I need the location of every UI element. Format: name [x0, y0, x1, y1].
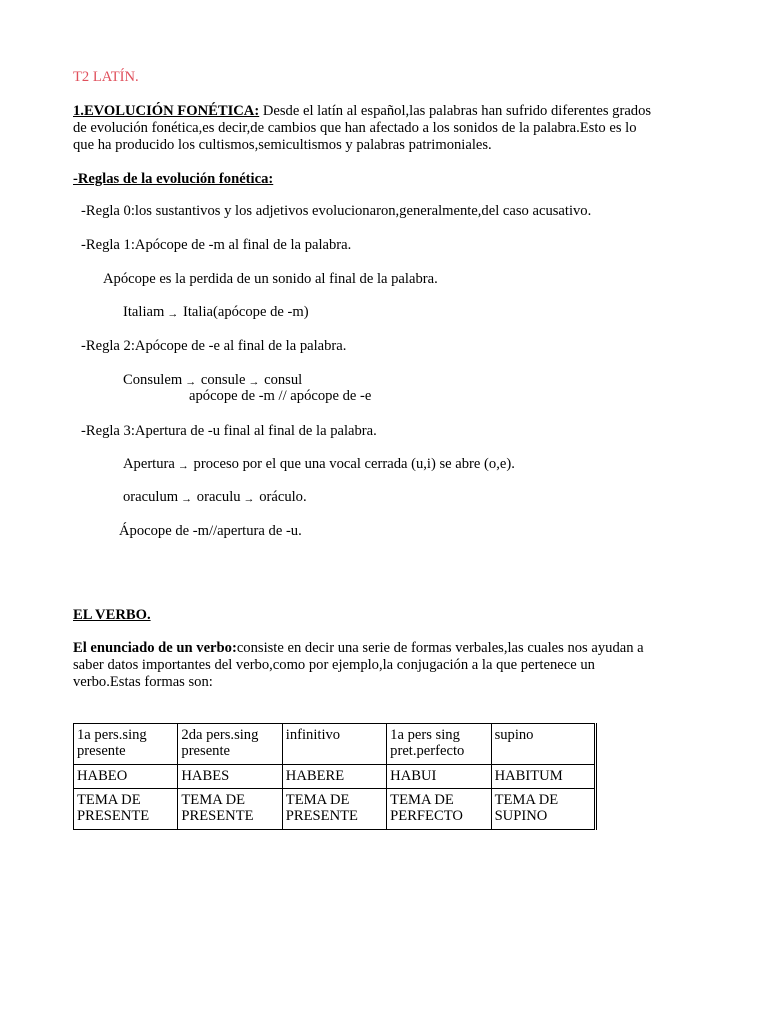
table-cell: HABITUM: [491, 765, 595, 789]
apocope-definition: Apócope es la perdida de un sonido al final de la palabra.: [103, 271, 438, 287]
document-title: T2 LATÍN.: [73, 69, 139, 85]
rule-0: -Regla 0:los sustantivos y los adjetivos evolucionaron,generalmente,del caso acusativo.: [81, 203, 592, 219]
example-apertura: Apertura → proceso por el que una vocal cerrada (u,i) se abre (o,e).: [123, 456, 515, 472]
verb-forms-table: [73, 723, 597, 830]
verb-intro-term: El enunciado de un verbo:: [73, 640, 237, 656]
example-consulem-note: apócope de -m // apócope de -e: [189, 388, 372, 404]
table-row-forms: [74, 765, 596, 789]
table-cell: 1a pers.sing presente: [74, 724, 178, 765]
arrow-icon: →: [181, 493, 193, 505]
table-cell: supino: [491, 724, 595, 765]
arrow-icon: →: [167, 308, 179, 320]
example-oraculum: oraculum → oraculu → oráculo.: [123, 489, 307, 505]
verb-intro-line3: verbo.Estas formas son:: [73, 674, 213, 690]
table-cell: HABERE: [282, 765, 386, 789]
table-cell: HABUI: [387, 765, 491, 789]
arrow-icon: →: [185, 376, 197, 388]
rule-2: -Regla 2:Apócope de -e al final de la palabra.: [81, 338, 347, 354]
verb-intro-line1: El enunciado de un verbo:consiste en decir una serie de formas verbales,las cuales nos ayudan a: [73, 640, 644, 656]
example-italiam: Italiam → Italia(apócope de -m): [123, 304, 309, 320]
table-cell: TEMA DE PERFECTO: [387, 789, 491, 830]
table-cell: TEMA DE SUPINO: [491, 789, 595, 830]
section1-line2: de evolución fonética,es decir,de cambios que han afectado a los sonidos de la palabra.Esto es lo: [73, 120, 637, 136]
section1-line3: que ha producido los cultismos,semicultismos y palabras patrimoniales.: [73, 137, 492, 153]
arrow-icon: →: [177, 460, 189, 472]
table-cell: 1a pers sing pret.perfecto: [387, 724, 491, 765]
example-consulem: Consulem → consule → consul: [123, 372, 303, 388]
section1-heading: 1.EVOLUCIÓN FONÉTICA:: [73, 103, 260, 119]
table-header-row: [74, 724, 596, 765]
section1-line1: 1.EVOLUCIÓN FONÉTICA: Desde el latín al español,las palabras han sufrido diferentes grados: [73, 103, 652, 119]
verb-heading: EL VERBO.: [73, 607, 151, 623]
table-cell: 2da pers.sing presente: [178, 724, 282, 765]
table-cell: infinitivo: [282, 724, 386, 765]
verb-intro-line2: saber datos importantes del verbo,como por ejemplo,la conjugación a la que pertenece un: [73, 657, 595, 673]
arrow-icon: →: [243, 493, 255, 505]
rules-heading: -Reglas de la evolución fonética:: [73, 171, 274, 187]
rule-3: -Regla 3:Apertura de -u final al final de la palabra.: [81, 423, 377, 439]
table-cell: TEMA DE PRESENTE: [178, 789, 282, 830]
example-oraculum-note: Ápocope de -m//apertura de -u.: [119, 523, 302, 539]
rule-1: -Regla 1:Apócope de -m al final de la palabra.: [81, 237, 352, 253]
table-cell: TEMA DE PRESENTE: [74, 789, 178, 830]
table-cell: HABEO: [74, 765, 178, 789]
table-cell: TEMA DE PRESENTE: [282, 789, 386, 830]
arrow-icon: →: [248, 376, 260, 388]
table-cell: HABES: [178, 765, 282, 789]
table-row-stems: [74, 789, 596, 830]
